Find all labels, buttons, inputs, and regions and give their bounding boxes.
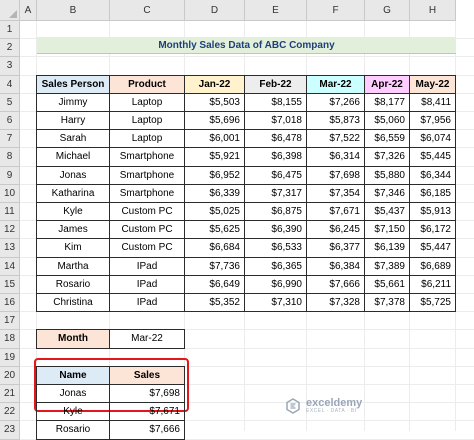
result-table-cell[interactable]: $7,698 — [110, 385, 185, 403]
sales-table-cell[interactable]: $7,150 — [365, 221, 410, 239]
sales-table-cell[interactable]: $5,352 — [185, 294, 245, 312]
sales-table-cell[interactable]: Harry — [37, 112, 110, 130]
sales-table-cell[interactable]: IPad — [110, 276, 185, 294]
sales-table-cell[interactable]: $5,447 — [410, 239, 456, 257]
result-table-cell[interactable]: Jonas — [37, 385, 110, 403]
sales-table-header-4[interactable]: Mar-22 — [307, 76, 365, 94]
sales-table-cell[interactable]: Custom PC — [110, 239, 185, 257]
sales-table-cell[interactable]: $7,266 — [307, 94, 365, 112]
column-header-e[interactable]: E — [245, 0, 307, 21]
sales-table-cell[interactable]: $7,018 — [245, 112, 307, 130]
sales-table-cell[interactable]: $6,245 — [307, 221, 365, 239]
sales-table-cell[interactable]: $6,001 — [185, 130, 245, 148]
sales-table-cell[interactable]: IPad — [110, 258, 185, 276]
row-header-6[interactable]: 6 — [0, 112, 20, 130]
row-header-8[interactable]: 8 — [0, 148, 20, 166]
sales-table-cell[interactable]: $6,139 — [365, 239, 410, 257]
row-header-2[interactable]: 2 — [0, 39, 20, 57]
sales-table-cell[interactable]: Smartphone — [110, 167, 185, 185]
result-table-cell[interactable]: Rosario — [37, 421, 110, 439]
column-header-c[interactable]: C — [110, 0, 185, 21]
sales-table-cell[interactable]: $7,736 — [185, 258, 245, 276]
sales-table-cell[interactable]: Katharina — [37, 185, 110, 203]
sales-table-cell[interactable]: $5,503 — [185, 94, 245, 112]
result-table-cell[interactable]: Kyle — [37, 403, 110, 421]
sales-table-cell[interactable]: $7,698 — [307, 167, 365, 185]
sales-table-cell[interactable]: $6,211 — [410, 276, 456, 294]
sales-table-cell[interactable]: $6,559 — [365, 130, 410, 148]
row-header-17[interactable]: 17 — [0, 312, 20, 330]
sales-table-cell[interactable]: Jimmy — [37, 94, 110, 112]
sales-table-cell[interactable]: $6,533 — [245, 239, 307, 257]
sales-table-cell[interactable]: $5,696 — [185, 112, 245, 130]
sales-table-cell[interactable]: IPad — [110, 294, 185, 312]
sales-table-cell[interactable]: $5,445 — [410, 148, 456, 166]
sales-table-cell[interactable]: $5,025 — [185, 203, 245, 221]
sales-table-cell[interactable]: $6,952 — [185, 167, 245, 185]
sales-table-cell[interactable]: $5,725 — [410, 294, 456, 312]
row-header-18[interactable]: 18 — [0, 330, 20, 348]
sales-table-cell[interactable]: $5,913 — [410, 203, 456, 221]
sales-table-cell[interactable]: $7,346 — [365, 185, 410, 203]
row-header-1[interactable]: 1 — [0, 21, 20, 39]
sales-table-cell[interactable]: Sarah — [37, 130, 110, 148]
sales-table-cell[interactable]: $6,344 — [410, 167, 456, 185]
sales-table-cell[interactable]: $6,689 — [410, 258, 456, 276]
sales-table-header-2[interactable]: Jan-22 — [185, 76, 245, 94]
sales-table-cell[interactable]: $7,326 — [365, 148, 410, 166]
sales-table-cell[interactable]: Custom PC — [110, 203, 185, 221]
sales-table-cell[interactable]: $7,389 — [365, 258, 410, 276]
sales-table-cell[interactable]: $6,875 — [245, 203, 307, 221]
sales-table-cell[interactable]: Christina — [37, 294, 110, 312]
row-header-12[interactable]: 12 — [0, 221, 20, 239]
row-header-20[interactable]: 20 — [0, 367, 20, 385]
sales-table-cell[interactable]: $6,990 — [245, 276, 307, 294]
sales-table-cell[interactable]: $7,956 — [410, 112, 456, 130]
sales-table-cell[interactable]: $8,411 — [410, 94, 456, 112]
sales-table-cell[interactable]: Custom PC — [110, 221, 185, 239]
row-header-14[interactable]: 14 — [0, 258, 20, 276]
sales-table-cell[interactable]: Smartphone — [110, 148, 185, 166]
result-table-header-0[interactable]: Name — [37, 367, 110, 385]
sales-table-cell[interactable]: $7,666 — [307, 276, 365, 294]
sales-table-cell[interactable]: James — [37, 221, 110, 239]
sales-table-cell[interactable]: Laptop — [110, 112, 185, 130]
sales-table-cell[interactable]: $6,649 — [185, 276, 245, 294]
row-header-21[interactable]: 21 — [0, 385, 20, 403]
sales-table-header-6[interactable]: May-22 — [410, 76, 456, 94]
row-header-13[interactable]: 13 — [0, 239, 20, 257]
sales-table-cell[interactable]: $6,478 — [245, 130, 307, 148]
sales-table-header-5[interactable]: Apr-22 — [365, 76, 410, 94]
sales-table-cell[interactable]: Laptop — [110, 130, 185, 148]
sales-table-cell[interactable]: Kyle — [37, 203, 110, 221]
result-table-header-1[interactable]: Sales — [110, 367, 185, 385]
row-header-11[interactable]: 11 — [0, 203, 20, 221]
result-table-cell[interactable]: $7,666 — [110, 421, 185, 439]
sales-table-cell[interactable]: $5,880 — [365, 167, 410, 185]
sales-table-cell[interactable]: $7,522 — [307, 130, 365, 148]
sheet-title: Monthly Sales Data of ABC Company — [37, 37, 456, 54]
sales-table-cell[interactable]: Michael — [37, 148, 110, 166]
row-header-10[interactable]: 10 — [0, 185, 20, 203]
sales-table-header-0[interactable]: Sales Person — [37, 76, 110, 94]
sales-table-cell[interactable]: $6,390 — [245, 221, 307, 239]
sales-table-cell[interactable]: $6,398 — [245, 148, 307, 166]
sales-table-cell[interactable]: $8,177 — [365, 94, 410, 112]
sales-table-cell[interactable]: $7,378 — [365, 294, 410, 312]
sales-table-cell[interactable]: $5,661 — [365, 276, 410, 294]
sales-table-header-1[interactable]: Product — [110, 76, 185, 94]
exceldemy-logo-icon — [285, 398, 301, 414]
column-header-f[interactable]: F — [307, 0, 365, 21]
sales-table-cell[interactable]: Kim — [37, 239, 110, 257]
watermark-tagline: EXCEL · DATA · BI — [306, 408, 357, 414]
row-header-15[interactable]: 15 — [0, 276, 20, 294]
sales-table-cell[interactable]: $7,328 — [307, 294, 365, 312]
sales-table-cell[interactable]: $5,873 — [307, 112, 365, 130]
sales-table-cell[interactable]: Smartphone — [110, 185, 185, 203]
sales-table-cell[interactable]: $7,310 — [245, 294, 307, 312]
row-header-9[interactable]: 9 — [0, 167, 20, 185]
sales-table-cell[interactable]: $6,074 — [410, 130, 456, 148]
row-header-3[interactable]: 3 — [0, 57, 20, 75]
select-all-corner[interactable] — [0, 0, 20, 21]
sales-table-cell[interactable]: $5,060 — [365, 112, 410, 130]
column-header-h[interactable]: H — [410, 0, 456, 21]
row-header-23[interactable]: 23 — [0, 421, 20, 439]
sales-table-cell[interactable]: $6,339 — [185, 185, 245, 203]
sales-table-cell[interactable]: $6,365 — [245, 258, 307, 276]
sales-table-cell[interactable]: Martha — [37, 258, 110, 276]
sales-table-cell[interactable]: Rosario — [37, 276, 110, 294]
watermark — [285, 398, 362, 414]
sales-table-cell[interactable]: $5,625 — [185, 221, 245, 239]
sales-table-cell[interactable]: $6,172 — [410, 221, 456, 239]
sales-table-cell[interactable]: $6,384 — [307, 258, 365, 276]
column-header-a[interactable]: A — [20, 0, 37, 21]
column-header-d[interactable]: D — [185, 0, 245, 21]
result-table-cell[interactable]: $7,671 — [110, 403, 185, 421]
watermark-name: exceldemy — [306, 397, 363, 409]
sales-table-cell[interactable]: $7,671 — [307, 203, 365, 221]
sales-table-cell[interactable]: $8,155 — [245, 94, 307, 112]
column-header-b[interactable]: B — [37, 0, 110, 21]
gridline — [20, 56, 474, 57]
month-value-cell[interactable]: Mar-22 — [110, 330, 185, 348]
sales-table-cell[interactable]: $5,921 — [185, 148, 245, 166]
sales-table-cell[interactable]: $6,377 — [307, 239, 365, 257]
row-header-7[interactable]: 7 — [0, 130, 20, 148]
month-label: Month — [37, 330, 110, 348]
sales-table-cell[interactable]: $6,684 — [185, 239, 245, 257]
sales-table-cell[interactable]: $7,354 — [307, 185, 365, 203]
row-header-4[interactable]: 4 — [0, 76, 20, 94]
row-header-16[interactable]: 16 — [0, 294, 20, 312]
sales-table-cell[interactable]: Laptop — [110, 94, 185, 112]
row-header-5[interactable]: 5 — [0, 94, 20, 112]
sales-table-header-3[interactable]: Feb-22 — [245, 76, 307, 94]
sales-table-cell[interactable]: $7,317 — [245, 185, 307, 203]
sales-table-cell[interactable]: $6,475 — [245, 167, 307, 185]
row-header-19[interactable]: 19 — [0, 349, 20, 367]
row-header-22[interactable]: 22 — [0, 403, 20, 421]
sales-table-cell[interactable]: Jonas — [37, 167, 110, 185]
column-header-g[interactable]: G — [365, 0, 410, 21]
sales-table-cell[interactable]: $6,314 — [307, 148, 365, 166]
sales-table-cell[interactable]: $6,185 — [410, 185, 456, 203]
sales-table-cell[interactable]: $5,437 — [365, 203, 410, 221]
